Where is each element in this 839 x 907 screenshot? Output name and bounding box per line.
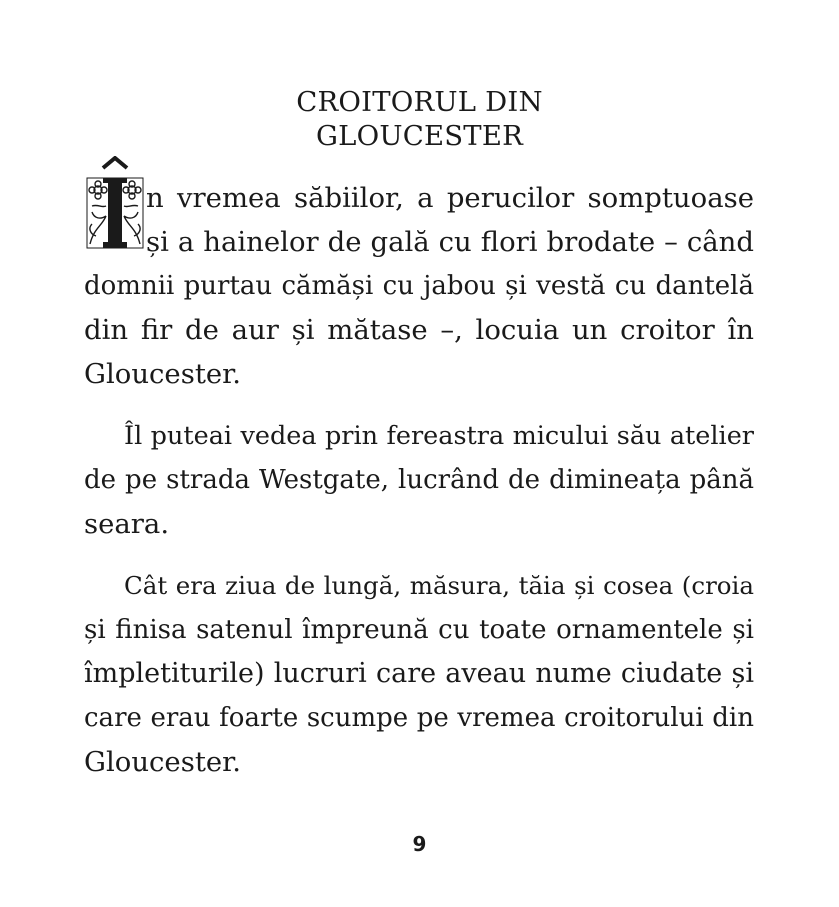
paragraph-2-line-3: seara. bbox=[84, 508, 170, 540]
chapter-title-line-2: GLOUCESTER bbox=[315, 120, 524, 152]
page-number: 9 bbox=[412, 832, 427, 856]
paragraph-2-line-2: de pe strada Westgate, lucrând de dimineața până bbox=[84, 465, 754, 495]
paragraph-3-line-4: care erau foarte scumpe pe vremea croitorului din bbox=[84, 703, 754, 733]
paragraph-3-line-3: împletiturile) lucruri care aveau nume ciudate și bbox=[84, 658, 754, 689]
paragraph-1-line-4: din fir de aur și mătase –, locuia un croitor în bbox=[84, 314, 754, 346]
paragraph-3-line-5: Gloucester. bbox=[84, 746, 242, 778]
paragraph-3-line-1: Cât era ziua de lungă, măsura, tăia și cosea (croia bbox=[124, 571, 754, 600]
paragraph-1-line-5: Gloucester. bbox=[84, 358, 242, 390]
drop-cap bbox=[84, 156, 146, 250]
paragraph-1-line-3: domnii purtau cămăși cu jabou și vestă cu dantelă bbox=[84, 271, 754, 301]
paragraph-2-line-1: Îl puteai vedea prin fereastra micului său atelier bbox=[124, 421, 754, 451]
paragraph-1-line-2: și a hainelor de gală cu flori brodate – când bbox=[146, 226, 754, 258]
paragraph-1-line-1: n vremea săbiilor, a perucilor somptuoase bbox=[146, 182, 754, 214]
ornamental-initial-icon bbox=[84, 156, 146, 250]
chapter-title-line-1: CROITORUL DIN bbox=[296, 86, 543, 118]
paragraph-3-line-2: și finisa satenul împreună cu toate ornamentele și bbox=[84, 615, 754, 645]
